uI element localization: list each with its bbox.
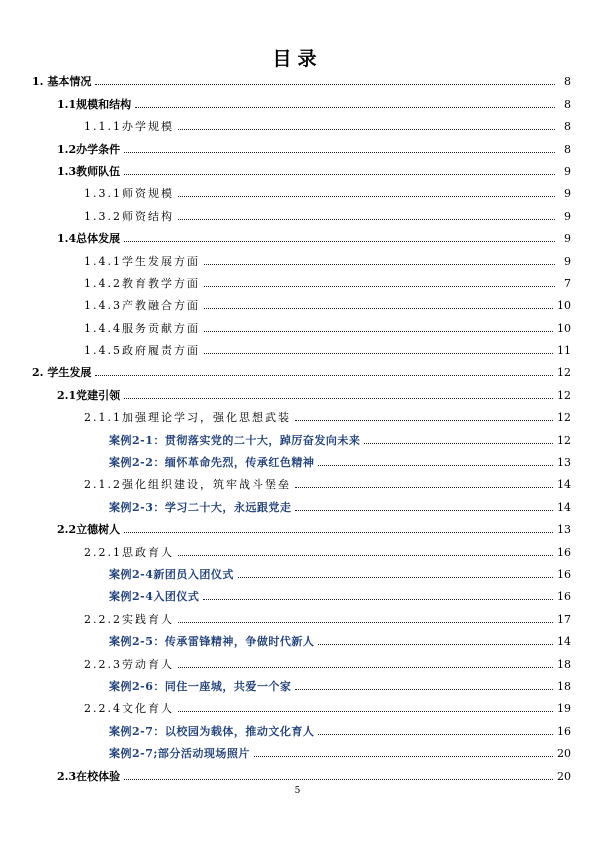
toc-case-entry[interactable] — [0, 738, 595, 760]
toc-entry[interactable] — [0, 648, 595, 670]
toc-entry[interactable] — [0, 693, 595, 715]
toc-entry-label: 1.4.4服务贡献方面 — [84, 321, 200, 335]
toc-entry-label: 2.3在校体验 — [57, 769, 121, 783]
toc-entry-page: 18 — [557, 679, 571, 693]
dot-leader — [178, 129, 555, 130]
dot-leader — [204, 331, 553, 332]
toc-entry-label: 1.1规模和结构 — [57, 97, 132, 111]
toc-entry-page: 13 — [557, 523, 571, 537]
toc-entry[interactable] — [0, 268, 595, 290]
dot-leader — [254, 756, 553, 757]
toc-entry-label: 1.1.1办学规模 — [84, 120, 174, 134]
toc-entry-page: 11 — [557, 344, 571, 358]
toc-entry-page: 8 — [564, 97, 571, 111]
toc-entry[interactable] — [0, 156, 595, 178]
toc-entry-label: 1.4.3产教融合方面 — [84, 299, 200, 313]
toc-entry[interactable] — [0, 402, 595, 424]
dot-leader — [318, 644, 553, 645]
toc-entry-page: 16 — [557, 724, 571, 738]
toc-entry-page: 12 — [557, 433, 571, 447]
dot-leader — [318, 465, 553, 466]
toc-entry-page: 14 — [557, 500, 571, 514]
toc-entry-page: 8 — [564, 142, 571, 156]
toc-case-entry[interactable] — [0, 447, 595, 469]
toc-entry-page: 8 — [564, 120, 571, 134]
toc-case-entry[interactable] — [0, 671, 595, 693]
toc-entry-label: 案例2-1：贯彻落实党的二十大，踔厉奋发向未来 — [109, 433, 361, 447]
toc-entry[interactable] — [0, 290, 595, 312]
toc-entry[interactable] — [0, 379, 595, 401]
toc-entry-page: 10 — [557, 299, 571, 313]
toc-entry-page: 12 — [557, 388, 571, 402]
toc-entry[interactable] — [0, 469, 595, 491]
toc-entry-label: 1.4总体发展 — [57, 232, 121, 246]
dot-leader — [95, 375, 553, 376]
toc-entry-label: 案例2-5：传承雷锋精神，争做时代新人 — [109, 635, 315, 649]
toc-entry-page: 9 — [564, 187, 571, 201]
toc-entry-page: 9 — [564, 254, 571, 268]
dot-leader — [204, 353, 553, 354]
toc-entry-page: 7 — [564, 276, 571, 290]
toc-entry-page: 16 — [557, 567, 571, 581]
toc-case-entry[interactable] — [0, 424, 595, 446]
toc-entry[interactable] — [0, 111, 595, 133]
dot-leader — [124, 152, 555, 153]
toc-entry-label: 案例2-2：缅怀革命先烈，传承红色精神 — [109, 456, 315, 470]
toc-entry-label: 2.2.2实践育人 — [84, 612, 174, 626]
toc-entry-page: 16 — [557, 590, 571, 604]
toc-entry-page: 13 — [557, 456, 571, 470]
toc-entry-label: 2.2.1思政育人 — [84, 545, 174, 559]
dot-leader — [135, 107, 555, 108]
toc-entry[interactable] — [0, 133, 595, 155]
toc-entry[interactable] — [0, 603, 595, 625]
toc-entry[interactable] — [0, 178, 595, 200]
toc-entry-page: 14 — [557, 635, 571, 649]
dot-leader — [295, 510, 553, 511]
toc-entry[interactable] — [0, 223, 595, 245]
toc-entry-label: 2. 学生发展 — [32, 366, 92, 380]
toc-entry-label: 1.3教师队伍 — [57, 164, 121, 178]
toc-entry-label: 1.4.1学生发展方面 — [84, 254, 200, 268]
toc-entry[interactable] — [0, 88, 595, 110]
toc-entry[interactable] — [0, 312, 595, 334]
dot-leader — [124, 174, 555, 175]
dot-leader — [364, 443, 553, 444]
toc-entry-page: 10 — [557, 321, 571, 335]
toc-entry-label: 案例2-4入团仪式 — [109, 590, 200, 604]
toc-entry-label: 2.1党建引领 — [57, 388, 121, 402]
toc-entry-label: 1.2办学条件 — [57, 142, 121, 156]
toc-entry[interactable] — [0, 357, 595, 379]
toc-entry[interactable] — [0, 200, 595, 222]
toc-case-entry[interactable] — [0, 491, 595, 513]
toc-entry-page: 20 — [557, 769, 571, 783]
toc-entry-label: 1.3.2师资结构 — [84, 209, 174, 223]
toc-entry-label: 1.4.5政府履责方面 — [84, 344, 200, 358]
dot-leader — [295, 689, 553, 690]
toc-entry[interactable] — [0, 514, 595, 536]
dot-leader — [95, 84, 555, 85]
toc-case-entry[interactable] — [0, 581, 595, 603]
toc-entry-page: 14 — [557, 478, 571, 492]
toc-entry-label: 2.1.1加强理论学习，强化思想武装 — [84, 411, 291, 425]
toc-entry-page: 16 — [557, 545, 571, 559]
dot-leader — [178, 622, 553, 623]
dot-leader — [238, 577, 553, 578]
toc-entry-label: 1.3.1师资规模 — [84, 187, 174, 201]
dot-leader — [178, 555, 553, 556]
dot-leader — [124, 398, 553, 399]
toc-entry[interactable] — [0, 536, 595, 558]
dot-leader — [178, 711, 553, 712]
dot-leader — [203, 599, 553, 600]
page-number: 5 — [294, 786, 301, 796]
toc-entry-label: 案例2-3：学习二十大，永远跟党走 — [109, 500, 292, 514]
toc-entry-page: 18 — [557, 657, 571, 671]
toc-entry-page: 19 — [557, 702, 571, 716]
toc-entry-label: 2.2立德树人 — [57, 523, 121, 537]
toc-entry-label: 1. 基本情况 — [32, 75, 92, 89]
toc-case-entry[interactable] — [0, 715, 595, 737]
toc-entry-page: 9 — [564, 209, 571, 223]
toc-entry[interactable] — [0, 760, 595, 782]
dot-leader — [295, 420, 553, 421]
dot-leader — [178, 196, 555, 197]
toc-case-entry[interactable] — [0, 559, 595, 581]
toc-entry-label: 案例2-7;部分活动现场照片 — [109, 747, 250, 761]
toc-entry-page: 20 — [557, 747, 571, 761]
toc-entry-label: 案例2-7：以校园为载体，推动文化育人 — [109, 724, 315, 738]
dot-leader — [124, 241, 555, 242]
toc-entry-page: 9 — [564, 164, 571, 178]
toc-entry-label: 案例2-4新团员入团仪式 — [109, 567, 234, 581]
toc-entry-label: 2.2.3劳动育人 — [84, 657, 174, 671]
dot-leader — [124, 532, 553, 533]
dot-leader — [204, 264, 555, 265]
dot-leader — [318, 734, 553, 735]
toc-entry[interactable] — [0, 245, 595, 267]
toc-entry[interactable] — [0, 335, 595, 357]
dot-leader — [178, 667, 553, 668]
dot-leader — [204, 308, 553, 309]
table-of-contents — [0, 66, 595, 783]
toc-case-entry[interactable] — [0, 626, 595, 648]
toc-entry-page: 9 — [564, 232, 571, 246]
toc-entry[interactable] — [0, 66, 595, 88]
toc-entry-label: 2.1.2强化组织建设，筑牢战斗堡垒 — [84, 478, 291, 492]
toc-entry-page: 17 — [557, 612, 571, 626]
toc-entry-page: 12 — [557, 411, 571, 425]
dot-leader — [295, 487, 553, 488]
toc-entry-label: 案例2-6：同住一座城，共爱一个家 — [109, 679, 292, 693]
dot-leader — [178, 219, 555, 220]
page-title: 目录 — [272, 48, 323, 70]
toc-entry-page: 8 — [564, 75, 571, 89]
toc-entry-label: 1.4.2教育教学方面 — [84, 276, 200, 290]
toc-entry-label: 2.2.4文化育人 — [84, 702, 174, 716]
dot-leader — [124, 779, 553, 780]
dot-leader — [204, 286, 555, 287]
toc-entry-page: 12 — [557, 366, 571, 380]
